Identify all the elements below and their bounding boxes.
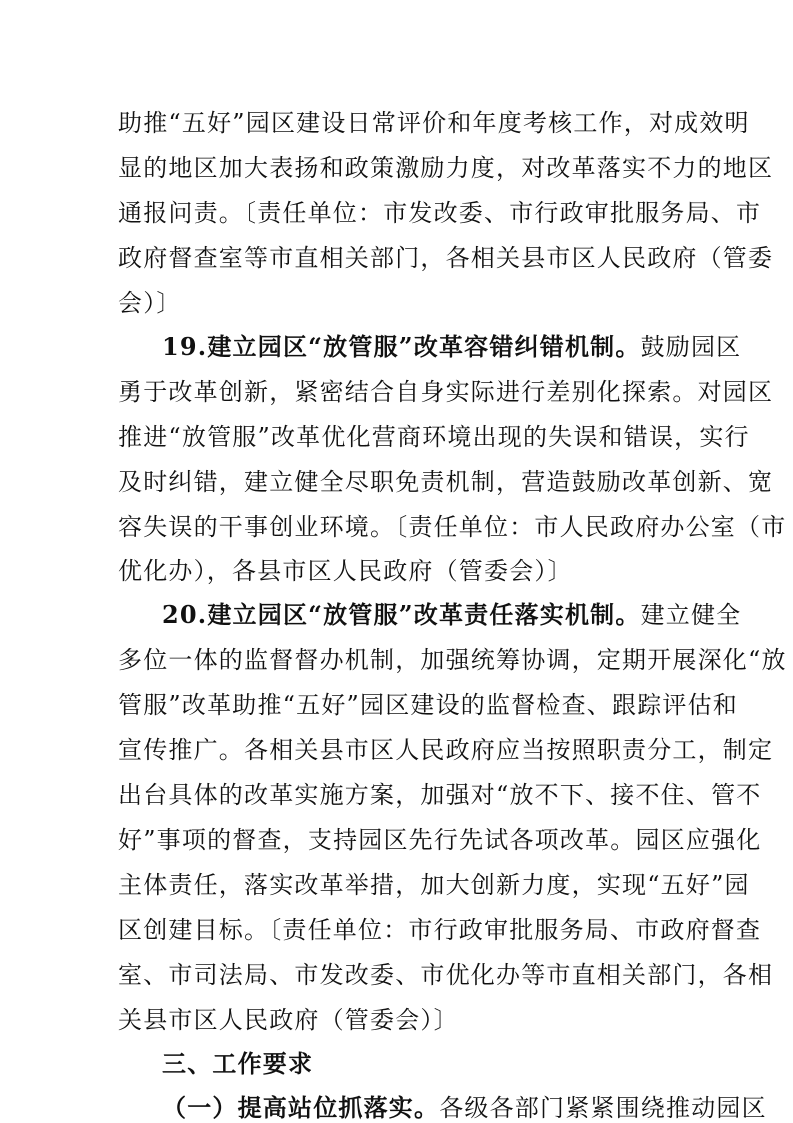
paragraph-line: 容失误的干事创业环境。〔责任单位：市人民政府办公室（市 bbox=[118, 513, 787, 541]
item-19-first-line bbox=[162, 332, 742, 362]
paragraph-line: 会）〕 bbox=[118, 289, 182, 317]
paragraph-line: 推进“放管服”改革优化营商环境出现的失误和错误，实行 bbox=[118, 423, 750, 451]
paragraph-line: 室、市司法局、市发改委、市优化办等市直相关部门，各相 bbox=[118, 961, 774, 989]
item-1-title: （一）提高站位抓落实。 bbox=[162, 1093, 440, 1122]
paragraph-line: 好”事项的督查，支持园区先行先试各项改革。园区应强化 bbox=[118, 826, 762, 854]
paragraph-line: 优化办），各县市区人民政府（管委会）〕 bbox=[118, 557, 573, 585]
paragraph-line: 助推“五好”园区建设日常评价和年度考核工作，对成效明 bbox=[118, 109, 750, 137]
paragraph-line: 政府督查室等市直相关部门，各相关县市区人民政府（管委 bbox=[118, 244, 774, 272]
item-19-title: 19.建立园区“放管服”改革容错纠错机制。 bbox=[162, 332, 641, 361]
paragraph-line: 主体责任，落实改革举措，加大创新力度，实现“五好”园 bbox=[118, 871, 750, 899]
paragraph-line: 区创建目标。〔责任单位：市行政审批服务局、市政府督查 bbox=[118, 916, 762, 944]
item-20-first-line bbox=[162, 600, 742, 630]
item-20-text: 建立健全 bbox=[640, 601, 742, 629]
paragraph-line: 通报问责。〔责任单位：市发改委、市行政审批服务局、市 bbox=[118, 199, 762, 227]
paragraph-line: 出台具体的改革实施方案，加强对“放不下、接不住、管不 bbox=[118, 781, 762, 809]
paragraph-line: 关县市区人民政府（管委会）〕 bbox=[118, 1006, 459, 1034]
paragraph-line: 管服”改革助推“五好”园区建设的监督检查、跟踪评估和 bbox=[118, 691, 739, 719]
paragraph-line: 勇于改革创新，紧密结合自身实际进行差别化探索。对园区 bbox=[118, 378, 774, 406]
paragraph-line: 多位一体的监督督办机制，加强统筹协调，定期开展深化“放 bbox=[118, 646, 787, 674]
paragraph-line: 及时纠错，建立健全尽职免责机制，营造鼓励改革创新、宽 bbox=[118, 468, 774, 496]
paragraph-line: 显的地区加大表扬和政策激励力度，对改革落实不力的地区 bbox=[118, 154, 774, 182]
item-1-text: 各级各部门紧紧围绕推动园区 bbox=[439, 1094, 767, 1122]
section-heading: 三、工作要求 bbox=[162, 1050, 314, 1078]
item-1-first-line bbox=[162, 1093, 767, 1123]
item-20-title: 20.建立园区“放管服”改革责任落实机制。 bbox=[162, 600, 641, 629]
paragraph-line: 宣传推广。各相关县市区人民政府应当按照职责分工，制定 bbox=[118, 736, 774, 764]
item-19-text: 鼓励园区 bbox=[640, 333, 742, 361]
